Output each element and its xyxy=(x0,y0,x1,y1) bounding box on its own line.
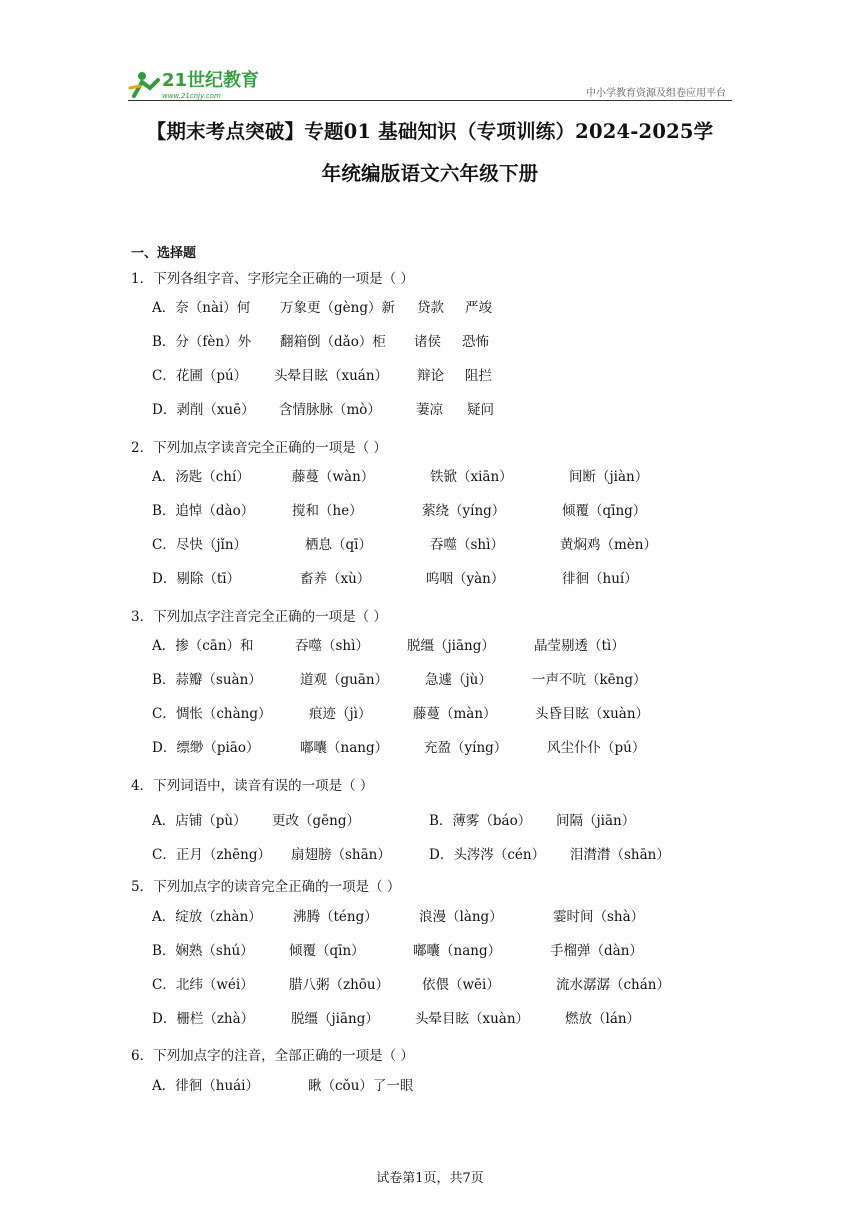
header-tagline: 中小学教育资源及组卷应用平台 xyxy=(586,88,726,99)
question-stem: 3．下列加点字注音完全正确的一项是（ ） xyxy=(131,609,387,625)
option-text: 贷款 xyxy=(417,300,444,316)
question-stem: 1．下列各组字音、字形完全正确的一项是（ ） xyxy=(131,271,414,287)
option-text: D．剥削（xuē） xyxy=(152,402,255,418)
option-text: 藤蔓（wàn） xyxy=(292,469,375,485)
option-text: 藤蔓（màn） xyxy=(413,706,497,722)
option-text: 沸腾（téng） xyxy=(293,909,378,925)
option-text: 扇翅膀（shān） xyxy=(291,847,391,863)
option-text: D．头涔涔（cén） xyxy=(429,847,546,863)
option-text: A．店铺（pù） xyxy=(152,813,247,829)
option-text: C．正月（zhēng） xyxy=(152,847,271,863)
option-text: 恐怖 xyxy=(462,334,489,350)
question-stem: 4．下列词语中，读音有误的一项是（ ） xyxy=(131,778,374,794)
question-stem: 2．下列加点字读音完全正确的一项是（ ） xyxy=(131,440,387,456)
option-text: 吞噬（shì） xyxy=(430,537,504,553)
option-text: 萋凉 xyxy=(416,402,443,418)
option-text: 头晕目眩（xuàn） xyxy=(415,1011,530,1027)
option-text: 间隔（jiān） xyxy=(556,813,636,829)
option-text: 吞噬（shì） xyxy=(295,638,369,654)
option-text: 头昏目眩（xuàn） xyxy=(535,706,650,722)
option-text: 翻箱倒（dǎo）柜 xyxy=(280,334,386,350)
option-text: 流水潺潺（chán） xyxy=(556,977,670,993)
option-text: 霎时间（shà） xyxy=(553,909,645,925)
option-text: 万象更（gèng）新 xyxy=(280,300,395,316)
option-text: 辩论 xyxy=(417,368,444,384)
site-logo xyxy=(128,66,268,102)
option-text: 痕迹（jì） xyxy=(309,706,372,722)
option-text: B．薄雾（báo） xyxy=(429,813,532,829)
option-text: 倾覆（qīng） xyxy=(562,503,647,519)
option-text: 脱缰（jiāng） xyxy=(291,1011,379,1027)
option-text: 嘟囔（nang） xyxy=(300,740,389,756)
option-text: 充盈（yíng） xyxy=(424,740,508,756)
svg-text:www.21cnjy.com: www.21cnjy.com xyxy=(162,92,221,100)
option-text: 脱缰（jiāng） xyxy=(407,638,495,654)
option-text: C．花圃（pú） xyxy=(152,368,248,384)
option-text: 晶莹剔透（tì） xyxy=(534,638,625,654)
option-text: 手榴弹（dàn） xyxy=(550,943,643,959)
page-footer: 试卷第1页，共7页 xyxy=(376,1171,484,1186)
option-text: D．栅栏（zhà） xyxy=(152,1011,255,1027)
option-text: 徘徊（huí） xyxy=(562,571,638,587)
document-title-line-1: 【期末考点突破】专题01 基础知识（专项训练）2024-2025学 xyxy=(146,120,714,143)
option-text: 燃放（lán） xyxy=(565,1011,641,1027)
option-text: 黄焖鸡（mèn） xyxy=(560,537,657,553)
option-text: C．惆怅（chàng） xyxy=(152,706,272,722)
page-header xyxy=(128,60,732,104)
option-text: 疑问 xyxy=(467,402,494,418)
option-text: 更改（gēng） xyxy=(272,813,360,829)
option-text: 道观（guān） xyxy=(300,672,389,688)
option-text: 间断（jiàn） xyxy=(569,469,649,485)
option-text: B．蒜瓣（suàn） xyxy=(152,672,262,688)
option-text: 依偎（wēi） xyxy=(422,977,500,993)
option-text: 诸侯 xyxy=(414,334,441,350)
option-text: 瞅（cǒu）了一眼 xyxy=(308,1078,414,1094)
option-text: C．北纬（wéi） xyxy=(152,977,254,993)
option-text: A．徘徊（huái） xyxy=(152,1078,260,1094)
question-stem: 6．下列加点字的注音，全部正确的一项是（ ） xyxy=(131,1048,414,1064)
document-title-line-2: 年统编版语文六年级下册 xyxy=(321,162,539,185)
option-text: 栖息（qī） xyxy=(305,537,372,553)
option-text: D．缥缈（piāo） xyxy=(152,740,260,756)
option-text: 铁锨（xiān） xyxy=(430,469,513,485)
option-text: A．汤匙（chí） xyxy=(152,469,250,485)
option-text: 风尘仆仆（pú） xyxy=(547,740,646,756)
option-text: 嘟囔（nang） xyxy=(413,943,502,959)
option-text: A．奈（nài）何 xyxy=(152,300,251,316)
option-text: 搅和（he） xyxy=(292,503,363,519)
option-text: 阻拦 xyxy=(465,368,492,384)
option-text: 浪漫（làng） xyxy=(419,909,503,925)
option-text: C．尽快（jǐn） xyxy=(152,537,248,553)
option-text: A．绽放（zhàn） xyxy=(152,909,262,925)
option-text: 腊八粥（zhōu） xyxy=(289,977,390,993)
option-text: B．娴熟（shú） xyxy=(152,943,254,959)
option-text: D．剔除（tī） xyxy=(152,571,241,587)
option-text: 畜养（xù） xyxy=(300,571,371,587)
section-heading: 一、选择题 xyxy=(131,246,197,261)
header-divider xyxy=(128,100,732,101)
question-stem: 5．下列加点字的读音完全正确的一项是（ ） xyxy=(131,879,401,895)
option-text: 头晕目眩（xuán） xyxy=(274,368,389,384)
svg-text:21世纪教育: 21世纪教育 xyxy=(162,70,260,91)
option-text: 倾覆（qīn） xyxy=(289,943,365,959)
option-text: 一声不吭（kēng） xyxy=(532,672,647,688)
option-text: 含情脉脉（mò） xyxy=(279,402,381,418)
option-text: 严竣 xyxy=(465,300,492,316)
option-text: 呜咽（yàn） xyxy=(426,571,505,587)
option-text: B．追悼（dào） xyxy=(152,503,255,519)
option-text: A．掺（cān）和 xyxy=(152,638,254,654)
option-text: B．分（fèn）外 xyxy=(152,334,252,350)
option-text: 萦绕（yíng） xyxy=(422,503,506,519)
option-text: 泪潸潸（shān） xyxy=(570,847,670,863)
option-text: 急遽（jù） xyxy=(425,672,492,688)
